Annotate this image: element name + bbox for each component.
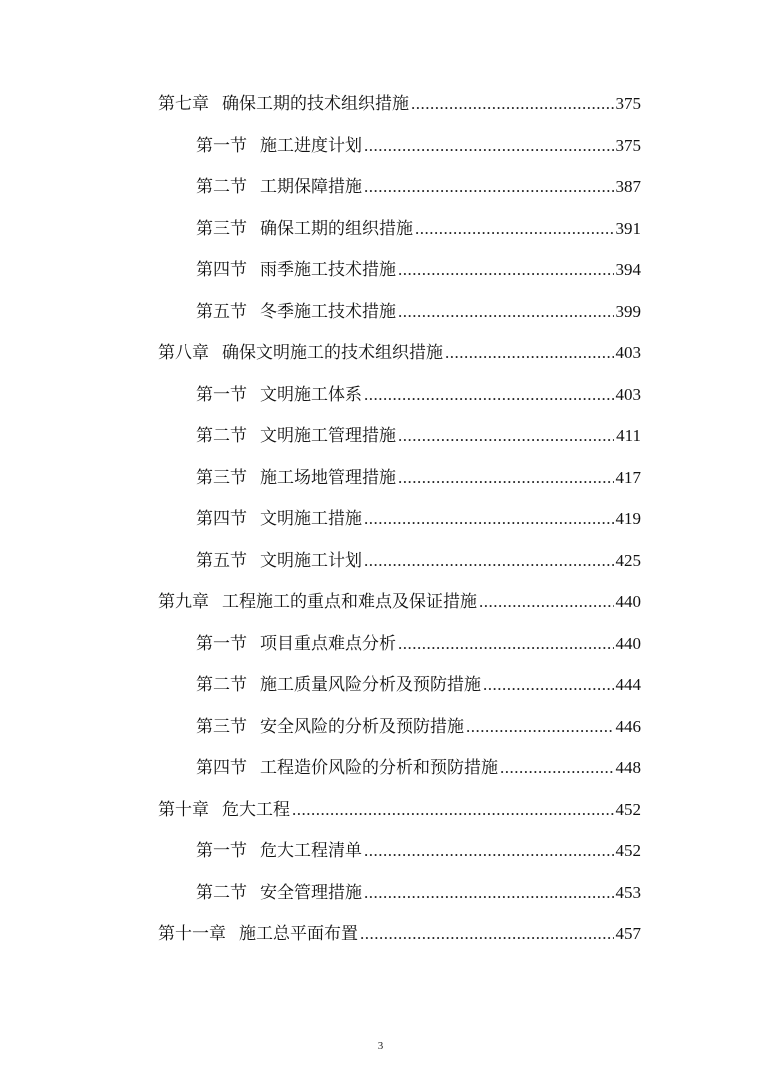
toc-entry[interactable] (196, 878, 641, 908)
toc-entry-title: 文明施工体系 (260, 384, 362, 405)
toc-dot-leader (398, 629, 614, 659)
toc-dot-leader (466, 712, 614, 742)
toc-entry[interactable] (158, 587, 641, 617)
toc-entry-number: 第三节 (196, 218, 247, 239)
toc-entry-page: 440 (615, 633, 641, 653)
toc-dot-leader (364, 131, 614, 161)
toc-entry-title: 确保工期的技术组织措施 (222, 94, 409, 114)
toc-dot-leader (364, 172, 614, 202)
toc-entry-title: 危大工程清单 (260, 841, 362, 861)
toc-dot-leader (398, 463, 614, 493)
toc-dot-leader (445, 338, 614, 368)
toc-entry-title: 安全风险的分析及预防措施 (260, 716, 464, 737)
toc-entry-page: 419 (615, 509, 641, 528)
page-number: 3 (377, 1040, 384, 1052)
toc-entry-title: 工期保障措施 (260, 177, 362, 197)
toc-entry-number: 第二节 (196, 426, 247, 446)
toc-entry-number: 第二节 (196, 882, 247, 903)
toc-entry-page: 411 (616, 426, 641, 445)
toc-entry-page: 440 (615, 592, 641, 611)
toc-entry-title: 项目重点难点分析 (260, 633, 396, 654)
toc-entry-number: 第四节 (196, 758, 247, 778)
toc-entry-title: 施工场地管理措施 (260, 467, 396, 488)
toc-entry-page: 399 (615, 301, 641, 321)
toc-entry-number: 第三节 (196, 716, 247, 737)
toc-entry[interactable] (158, 919, 641, 949)
toc-dot-leader (479, 587, 614, 617)
toc-entry[interactable] (196, 504, 641, 534)
toc-dot-leader (398, 421, 614, 451)
toc-entry-title: 文明施工管理措施 (260, 426, 396, 446)
toc-entry[interactable] (196, 421, 641, 451)
toc-entry[interactable] (196, 753, 641, 783)
toc-entry-page: 448 (615, 758, 641, 777)
toc-entry-title: 安全管理措施 (260, 882, 362, 903)
toc-entry-title: 工程造价风险的分析和预防措施 (260, 758, 498, 778)
toc-dot-leader (292, 795, 614, 825)
toc-entry-number: 第一节 (196, 384, 247, 405)
toc-entry-number: 第十一章 (158, 924, 226, 944)
toc-entry-number: 第二节 (196, 675, 247, 695)
toc-entry[interactable] (196, 172, 641, 202)
toc-entry-number: 第一节 (196, 633, 247, 654)
toc-entry-page: 375 (615, 135, 641, 155)
toc-dot-leader (364, 878, 614, 908)
toc-dot-leader (398, 255, 614, 285)
toc-entry-title: 文明施工计划 (260, 550, 362, 571)
toc-entry-page: 387 (615, 177, 641, 196)
toc-entry-page: 391 (615, 218, 641, 238)
toc-entry-title: 危大工程 (222, 799, 290, 820)
toc-entry[interactable] (196, 712, 641, 742)
toc-entry-number: 第七章 (158, 94, 209, 114)
toc-dot-leader (411, 89, 614, 119)
toc-entry-number: 第八章 (158, 343, 209, 363)
toc-entry-title: 确保工期的组织措施 (260, 218, 413, 239)
toc-entry[interactable] (196, 546, 641, 576)
toc-entry[interactable] (158, 795, 641, 825)
toc-entry-page: 452 (615, 799, 641, 819)
toc-dot-leader (360, 919, 614, 949)
toc-entry[interactable] (158, 338, 641, 368)
toc-entry-title: 文明施工措施 (260, 509, 362, 529)
toc-dot-leader (364, 546, 614, 576)
toc-entry-number: 第二节 (196, 177, 247, 197)
toc-entry[interactable] (196, 214, 641, 244)
toc-entry-number: 第九章 (158, 592, 209, 612)
toc-entry-page: 375 (615, 94, 641, 113)
toc-dot-leader (364, 504, 614, 534)
toc-entry-page: 403 (615, 384, 641, 404)
toc-entry-number: 第一节 (196, 841, 247, 861)
toc-entry[interactable] (196, 131, 641, 161)
toc-entry[interactable] (196, 380, 641, 410)
toc-entry-number: 第四节 (196, 509, 247, 529)
toc-entry-title: 施工质量风险分析及预防措施 (260, 675, 481, 695)
toc-entry-number: 第一节 (196, 135, 247, 156)
toc-entry[interactable] (196, 629, 641, 659)
toc-entry-title: 工程施工的重点和难点及保证措施 (222, 592, 477, 612)
toc-entry-number: 第五节 (196, 550, 247, 571)
toc-entry-page: 457 (615, 924, 641, 943)
toc-entry-number: 第三节 (196, 467, 247, 488)
toc-entry-page: 453 (615, 882, 641, 902)
toc-entry-title: 施工总平面布置 (239, 924, 358, 944)
toc-entry[interactable] (196, 670, 641, 700)
toc-entry[interactable] (196, 836, 641, 866)
toc-dot-leader (483, 670, 614, 700)
toc-entry-number: 第十章 (158, 799, 209, 820)
toc-entry-title: 施工进度计划 (260, 135, 362, 156)
toc-entry-title: 确保文明施工的技术组织措施 (222, 343, 443, 363)
toc-dot-leader (364, 836, 614, 866)
toc-entry-page: 403 (615, 343, 641, 362)
toc-entry[interactable] (196, 463, 641, 493)
toc-entry-page: 444 (615, 675, 641, 694)
toc-entry-page: 452 (615, 841, 641, 860)
toc-dot-leader (500, 753, 614, 783)
toc-entry[interactable] (158, 89, 641, 119)
toc-entry-page: 446 (615, 716, 641, 736)
toc-entry[interactable] (196, 255, 641, 285)
toc-entry-page: 425 (615, 550, 641, 570)
toc-entry-number: 第五节 (196, 301, 247, 322)
toc-dot-leader (415, 214, 614, 244)
toc-entry-title: 雨季施工技术措施 (260, 260, 396, 280)
toc-dot-leader (364, 380, 614, 410)
toc-entry-title: 冬季施工技术措施 (260, 301, 396, 322)
toc-dot-leader (398, 297, 614, 327)
toc-entry-number: 第四节 (196, 260, 247, 280)
toc-entry-page: 417 (615, 467, 641, 487)
toc-entry-page: 394 (615, 260, 641, 279)
toc-entry[interactable] (196, 297, 641, 327)
